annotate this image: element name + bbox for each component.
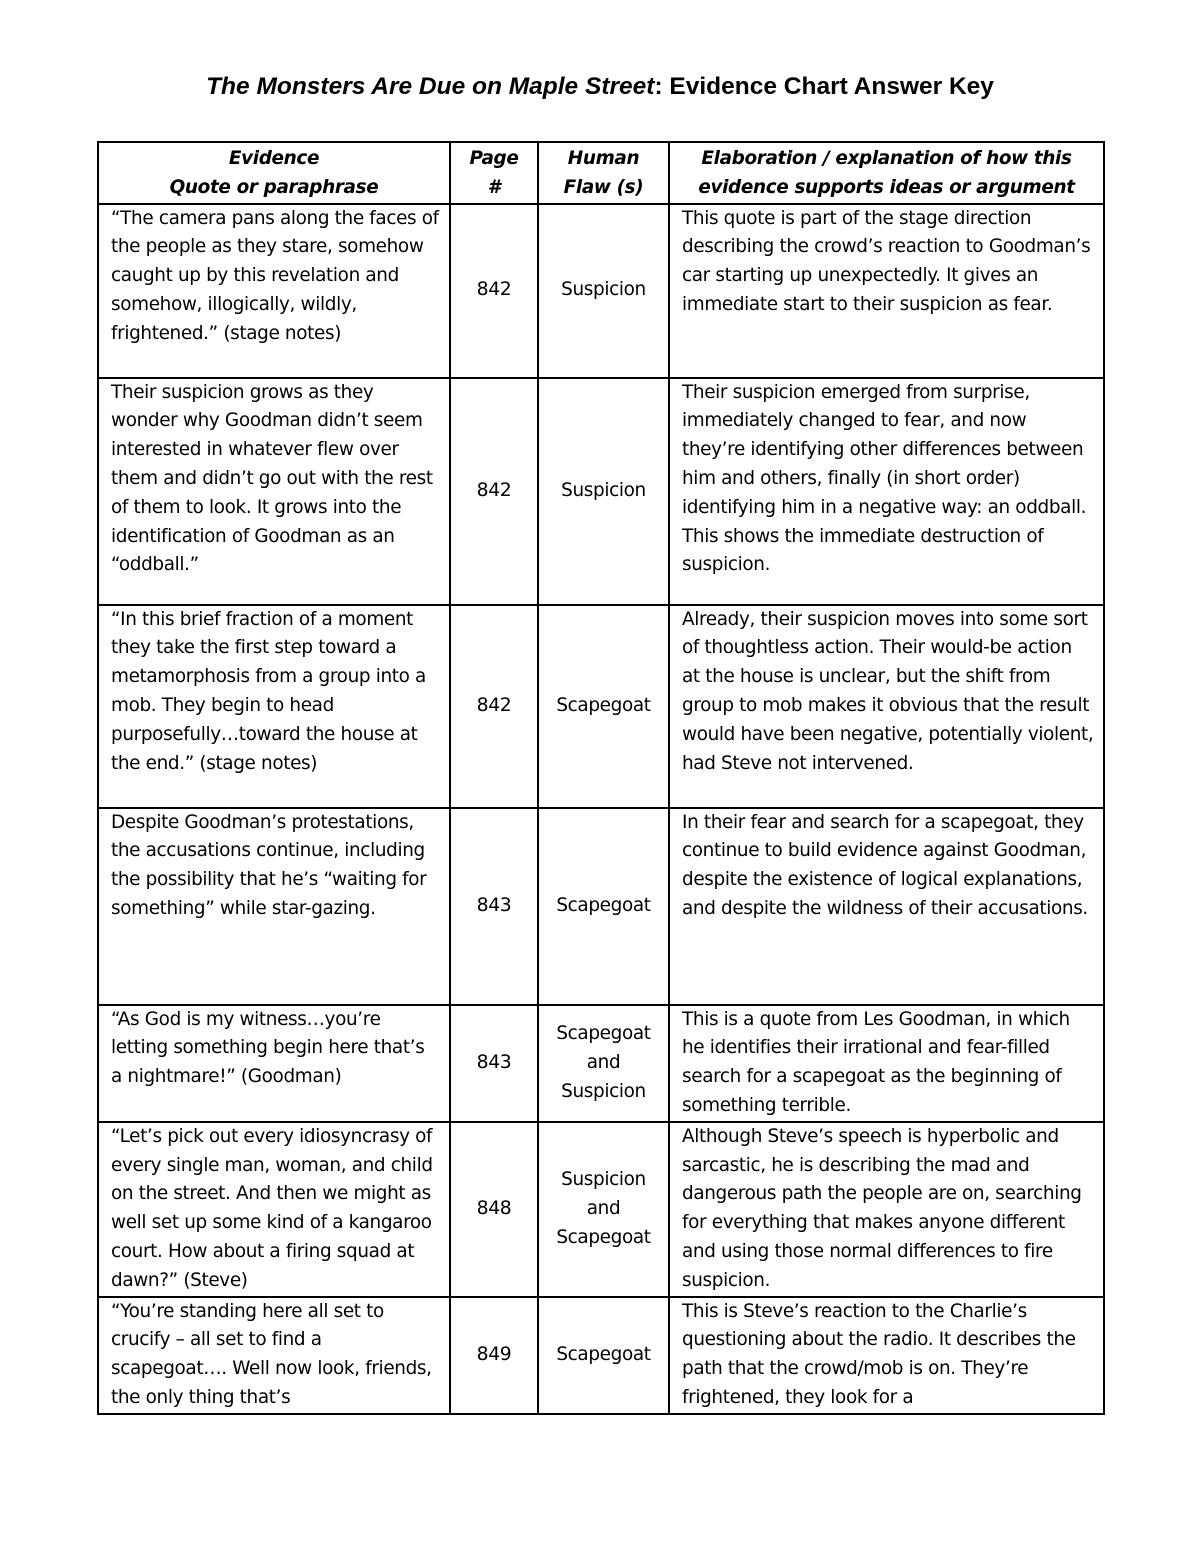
elaboration: This is Steve’s reaction to the Charlie’s questioning about the radio. It describes the path that the crowd/mob is on. They’re frightened, they look for a — [669, 1297, 1104, 1414]
elaboration: This quote is part of the stage direction describing the crowd’s reaction to Goodman’s car starting up unexpectedly. It gives an immediate start to their suspicion as fear. — [669, 204, 1104, 378]
human-flaw-line: Scapegoat — [556, 694, 651, 716]
evidence-quote: “The camera pans along the faces of the people as they stare, somehow caught up by this revelation and somehow, illogically, wildly, frightened.” (stage notes) — [98, 204, 450, 378]
page-number: 843 — [450, 1005, 538, 1122]
human-flaw-line: Scapegoat — [556, 1022, 651, 1044]
evidence-quote: “In this brief fraction of a moment they take the first step toward a metamorphosis from a group into a mob. They begin to head purposefully…toward the house at the end.” (stage notes) — [98, 605, 450, 808]
evidence-quote: “You’re standing here all set to crucify – all set to find a scapegoat…. Well now look, friends, the only thing that’s — [98, 1297, 450, 1414]
human-flaw-line: Suspicion — [561, 279, 646, 301]
human-flaw-line: Suspicion — [561, 1168, 646, 1190]
header-elaboration-line-2: evidence supports ideas or argument — [698, 176, 1075, 198]
header-elaboration — [669, 142, 1104, 204]
elaboration: Although Steve’s speech is hyperbolic and sarcastic, he is describing the mad and dangerous path the people are on, searching for everything that makes anyone different and using those normal differences to fire suspicion. — [669, 1122, 1104, 1297]
table-header-row — [98, 142, 1104, 204]
table-row — [98, 605, 1104, 808]
human-flaw — [538, 1122, 669, 1297]
evidence-quote: Their suspicion grows as they wonder why Goodman didn’t seem interested in whatever flew over them and didn’t go out with the rest of them to look. It grows into the identification of Goodman as an “oddball.” — [98, 378, 450, 605]
page-number: 848 — [450, 1122, 538, 1297]
page-number: 842 — [450, 204, 538, 378]
evidence-quote: Despite Goodman’s protestations, the accusations continue, including the possibility that he’s “waiting for something” while star-gazing. — [98, 808, 450, 1005]
page-title-italic: The Monsters Are Due on Maple Street — [206, 73, 655, 100]
human-flaw-line: and — [586, 1051, 621, 1073]
human-flaw — [538, 1297, 669, 1414]
header-evidence-line-1: Evidence — [228, 148, 320, 169]
table-row — [98, 204, 1104, 378]
human-flaw-line: Suspicion — [561, 1080, 646, 1102]
page-title-rest: : Evidence Chart Answer Key — [654, 73, 994, 100]
table-row — [98, 1297, 1104, 1414]
header-flaw-line-1: Human — [567, 148, 640, 169]
human-flaw — [538, 808, 669, 1005]
evidence-quote: “As God is my witness…you’re letting something begin here that’s a nightmare!” (Goodman) — [98, 1005, 450, 1122]
evidence-quote: “Let’s pick out every idiosyncrasy of every single man, woman, and child on the street. And then we might as well set up some kind of a kangaroo court. How about a firing squad at dawn?” (Steve) — [98, 1122, 450, 1297]
header-page — [450, 142, 538, 204]
header-human-flaw — [538, 142, 669, 204]
human-flaw-line: and — [586, 1197, 621, 1219]
elaboration: This is a quote from Les Goodman, in which he identifies their irrational and fear-filled search for a scapegoat as the beginning of something terrible. — [669, 1005, 1104, 1122]
table-row — [98, 1005, 1104, 1122]
page-number: 842 — [450, 378, 538, 605]
human-flaw-line: Scapegoat — [556, 1226, 651, 1248]
human-flaw — [538, 378, 669, 605]
header-evidence — [98, 142, 450, 204]
elaboration: Already, their suspicion moves into some sort of thoughtless action. Their would-be action at the house is unclear, but the shift from group to mob makes it obvious that the result would have been negative, potentially violent, had Steve not intervened. — [669, 605, 1104, 808]
header-flaw-line-2: Flaw (s) — [563, 176, 644, 198]
human-flaw-line: Scapegoat — [556, 894, 651, 916]
elaboration: In their fear and search for a scapegoat, they continue to build evidence against Goodman, despite the existence of logical explanations, and despite the wildness of their accusations. — [669, 808, 1104, 1005]
header-page-line-2: # — [487, 176, 501, 198]
human-flaw — [538, 204, 669, 378]
page-number: 849 — [450, 1297, 538, 1414]
page-number: 842 — [450, 605, 538, 808]
human-flaw — [538, 1005, 669, 1122]
header-page-line-1: Page — [469, 148, 519, 169]
table-row — [98, 808, 1104, 1005]
table-row — [98, 1122, 1104, 1297]
elaboration: Their suspicion emerged from surprise, immediately changed to fear, and now they’re identifying other differences between him and others, finally (in short order) identifying him in a negative way: an oddball. This shows the immediate destruction of suspicion. — [669, 378, 1104, 605]
table-row — [98, 378, 1104, 605]
human-flaw-line: Scapegoat — [556, 1343, 651, 1365]
header-evidence-line-2: Quote or paraphrase — [169, 176, 379, 198]
page-title — [0, 70, 1200, 104]
header-elaboration-line-1: Elaboration / explanation of how this — [701, 148, 1072, 169]
human-flaw-line: Suspicion — [561, 479, 646, 501]
human-flaw — [538, 605, 669, 808]
page-number: 843 — [450, 808, 538, 1005]
evidence-chart-table — [97, 141, 1105, 1415]
